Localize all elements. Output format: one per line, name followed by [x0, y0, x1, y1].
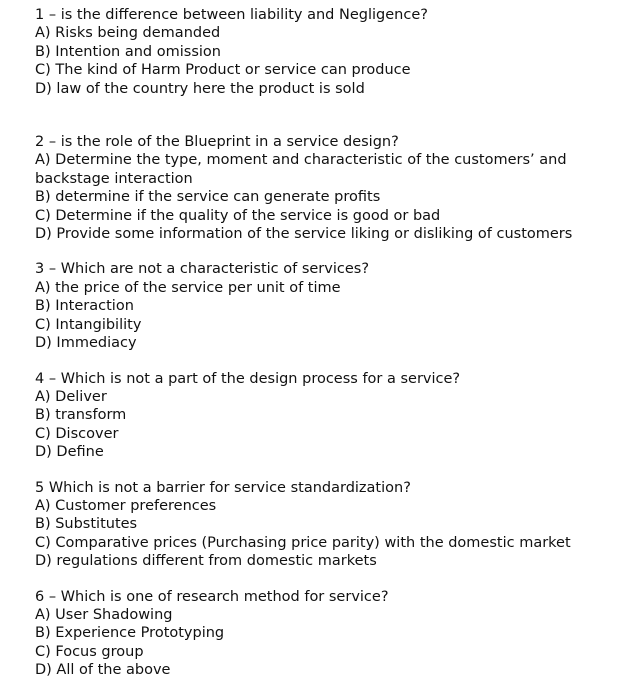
question-stem: 4 – Which is not a part of the design process for a service?: [35, 370, 461, 387]
answer-option-c: C) Discover: [35, 425, 119, 442]
answer-option-b: B) Interaction: [35, 298, 134, 315]
answer-option-a: A) Risks being demanded: [35, 25, 221, 42]
question-3: [35, 260, 620, 352]
answer-option-a: A) User Shadowing: [35, 606, 173, 623]
question-stem: 2 – is the role of the Blueprint in a service design?: [35, 134, 399, 151]
answer-option-b: B) Intention and omission: [35, 43, 221, 60]
answer-option-c: C) Focus group: [35, 643, 144, 660]
answer-option-b: B) determine if the service can generate profits: [35, 189, 381, 206]
answer-option-d: D) Immediacy: [35, 335, 137, 352]
answer-option-c: C) Comparative prices (Purchasing price parity) with the domestic market: [35, 534, 571, 551]
answer-option-d: D) regulations different from domestic markets: [35, 553, 377, 570]
answer-option-b: B) transform: [35, 407, 127, 424]
answer-option-c: C) Intangibility: [35, 316, 142, 333]
answer-option-b: B) Experience Prototyping: [35, 625, 225, 642]
answer-option-d: D) All of the above: [35, 662, 171, 679]
question-stem: 3 – Which are not a characteristic of services?: [35, 261, 370, 278]
answer-option-a: A) Deliver: [35, 388, 107, 405]
question-5: [35, 479, 620, 571]
question-1: [35, 6, 620, 98]
answer-option-b: B) Substitutes: [35, 516, 138, 533]
question-stem: 5 Which is not a barrier for service standardization?: [35, 479, 411, 496]
answer-option-d: D) Provide some information of the service liking or disliking of customers: [35, 226, 573, 243]
answer-option-c: C) The kind of Harm Product or service can produce: [35, 62, 411, 79]
question-stem: 6 – Which is one of research method for service?: [35, 588, 389, 605]
answer-option-d: D) law of the country here the product is sold: [35, 80, 365, 97]
answer-option-a: A) the price of the service per unit of time: [35, 279, 341, 296]
question-stem: 1 – is the difference between liability and Negligence?: [35, 7, 428, 23]
quiz-document: [35, 6, 620, 680]
answer-option-a: A) Determine the type, moment and characteristic of the customers’ and backstage interaction: [35, 152, 567, 187]
answer-option-d: D) Define: [35, 444, 104, 461]
question-2: [35, 133, 620, 243]
question-6: [35, 588, 620, 680]
question-4: [35, 370, 620, 462]
answer-option-c: C) Determine if the quality of the service is good or bad: [35, 207, 441, 224]
answer-option-a: A) Customer preferences: [35, 497, 217, 514]
